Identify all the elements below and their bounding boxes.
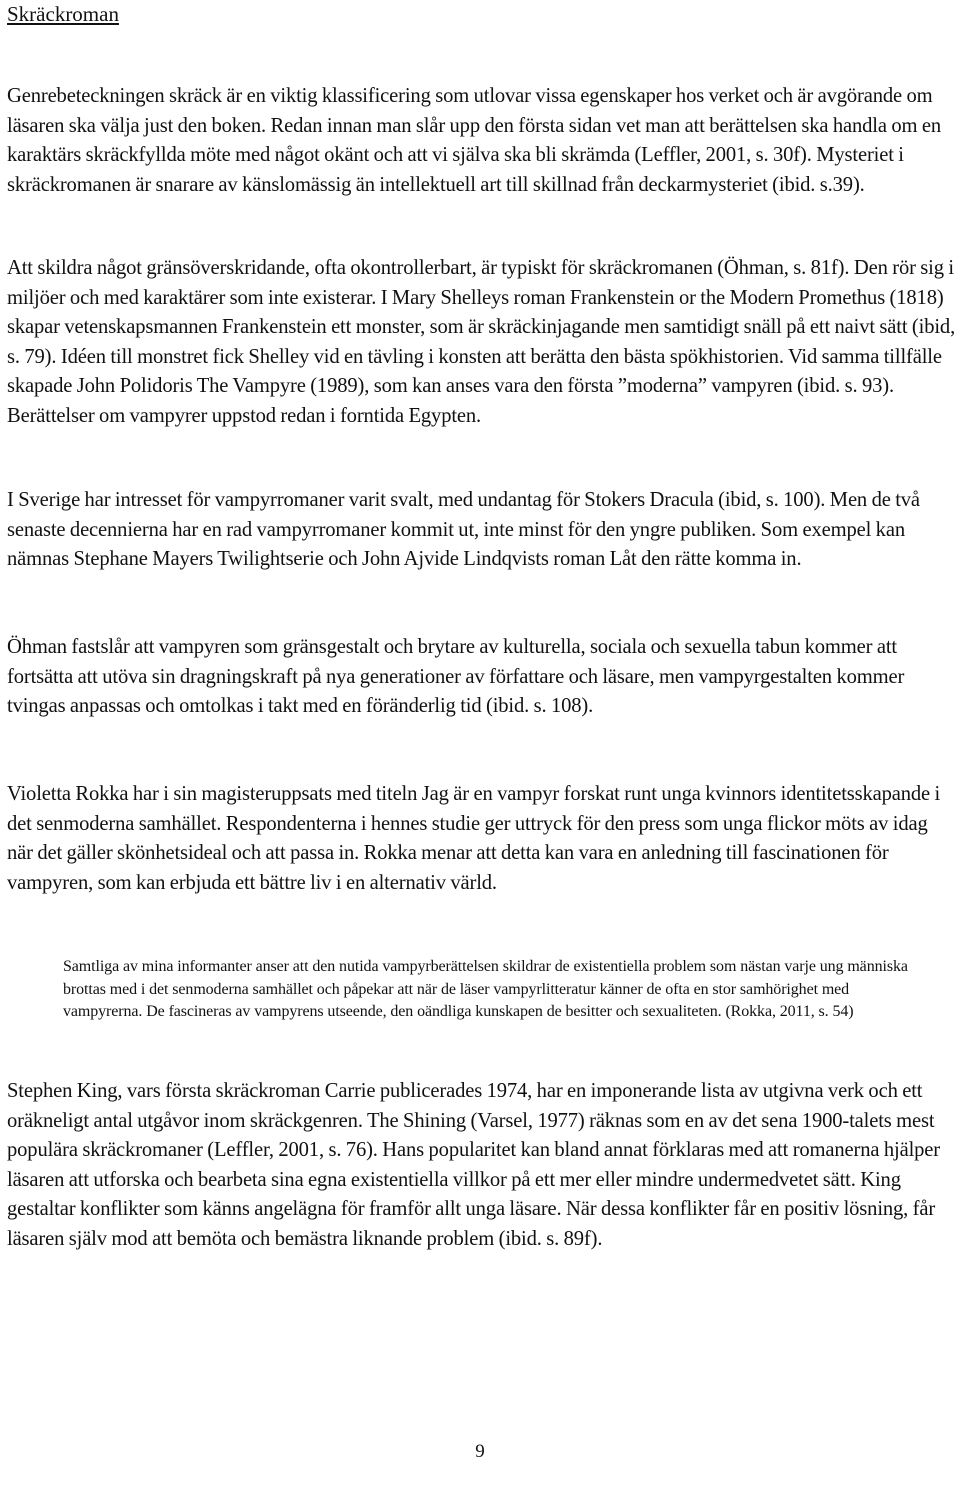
paragraph-sweden: I Sverige har intresset för vampyrromaner varit svalt, med undantag för Stokers Dracula (ibid, s. 100). Men de två senaste decennierna har en rad vampyrromaner kommit ut, inte minst för den yngre publiken. Som exempel kan nämnas Stephane Mayers Twilightserie och John Ajvide Lindqvists roman Låt den rätte komma in. — [7, 489, 920, 570]
paragraph-genre: Genrebeteckningen skräck är en viktig klassificering som utlovar vissa egenskaper hos verket och är avgörande om läsaren ska välja just den boken. Redan innan man slår upp den första sidan vet man att berättelsen ska handla om en karaktärs skräckfyllda möte med något okänt och att vi själva ska bli skrämda (Leffler, 2001, s. 30f). Mysteriet i skräckromanen är snarare av känslomässig än intellektuell art till skillnad från deckarmysteriet (ibid. s.39). — [7, 85, 941, 196]
paragraph-stephen-king: Stephen King, vars första skräckroman Carrie publicerades 1974, har en imponerande lista av utgivna verk och ett oräkneligt antal utgåvor inom skräckgenren. The Shining (Varsel, 1977) räknas som en av det sena 1900-talets mest populära skräckromaner (Leffler, 2001, s. 76). Hans popularitet kan bland annat förklaras med att romanerna hjälper läsaren att utforska och bearbeta sina egna existentiella villkor på ett mer eller mindre undermedvetet sätt. King gestaltar konflikter som känns angelägna för framför allt unga läsare. När dessa konflikter får en positiv lösning, får läsaren själv mod att bemöta och bemästra liknande problem (ibid. s. 89f). — [7, 1080, 941, 1250]
section-heading: Skräckroman — [7, 2, 119, 26]
page-number: 9 — [475, 1441, 485, 1462]
paragraph-boundary-crossing: Att skildra något gränsöverskridande, ofta okontrollerbart, är typiskt för skräckromanen (Öhman, s. 81f). Den rör sig i miljöer och med karaktärer som inte existerar. I Mary Shelleys roman Frankenstein or the Modern Promethus (1818) skapar vetenskapsmannen Frankenstein ett monster, som är skräckinjagande men samtidigt snäll på ett naivt sätt (ibid, s. 79). Idéen till monstret fick Shelley vid en tävling i konsten att berätta den bästa spökhistorien. Vid samma tillfälle skapade John Polidoris The Vampyre (1989), som kan anses vara den första ”moderna” vampyren (ibid. s. 93). Berättelser om vampyrer uppstod redan i forntida Egypten. — [7, 257, 956, 427]
paragraph-rokka: Violetta Rokka har i sin magisteruppsats med titeln Jag är en vampyr forskat runt unga kvinnors identitetsskapande i det senmoderna samhället. Respondenterna i hennes studie ger uttryck för den press som unga flickor möts av idag när det gäller skönhetsideal och att passa in. Rokka menar att detta kan vara en anledning till fascinationen för vampyren, som kan erbjuda ett bättre liv i en alternativ värld. — [7, 783, 941, 894]
block-quote: Samtliga av mina informanter anser att den nutida vampyrberättelsen skildrar de existentiella problem som nästan varje ung människa brottas med i det senmoderna samhället och påpekar att när de läser vampyrlitteratur känner de ofta en stor samhörighet med vampyrerna. De fascineras av vampyrens utseende, den oändliga kunskapen de besitter och sexualiteten. (Rokka, 2011, s. 54) — [63, 958, 908, 1020]
paragraph-ohman: Öhman fastslår att vampyren som gränsgestalt och brytare av kulturella, sociala och sexuella tabun kommer att fortsätta att utöva sin dragningskraft på nya generationer av författare och läsare, men vampyrgestalten kommer tvingas anpassas och omtolkas i takt med en föränderlig tid (ibid. s. 108). — [7, 636, 905, 717]
